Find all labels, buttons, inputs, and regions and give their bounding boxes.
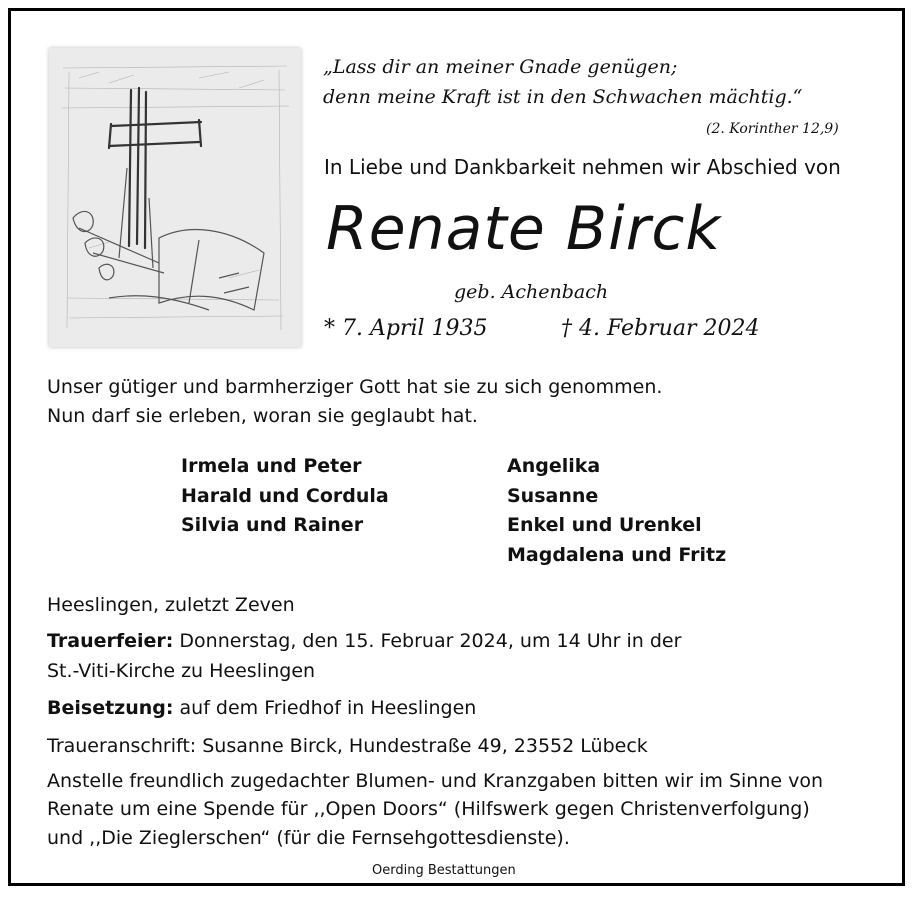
burial-line	[47, 697, 476, 719]
place: Heeslingen, zuletzt Zeven	[47, 594, 295, 616]
donation-line-2: Renate um eine Spende für ,,Open Doors“ (Hilfswerk gegen Christenverfolgung)	[47, 798, 810, 820]
funeral-home: Oerding Bestattungen	[372, 863, 516, 878]
donation-line-3: und ,,Die Zieglerschen“ (für die Fernsehgottesdienste).	[47, 827, 570, 849]
birth-name: geb. Achenbach	[454, 281, 609, 303]
mourner-left-2: Harald und Cordula	[181, 485, 389, 507]
message-line-1: Unser gütiger und barmherziger Gott hat sie zu sich genommen.	[47, 376, 663, 398]
death-date: † 4. Februar 2024	[561, 316, 760, 341]
service-label: Trauerfeier:	[47, 630, 174, 652]
bible-quote-line-1: „Lass dir an meiner Gnade genügen;	[323, 56, 678, 78]
message-line-2: Nun darf sie erleben, woran sie geglaubt hat.	[47, 405, 478, 427]
donation-line-1: Anstelle freundlich zugedachter Blumen- und Kranzgaben bitten wir im Sinne von	[47, 770, 824, 792]
service-text: Donnerstag, den 15. Februar 2024, um 14 Uhr in der	[179, 630, 682, 652]
mourner-right-1: Angelika	[507, 455, 601, 477]
bible-quote-line-2: denn meine Kraft ist in den Schwachen mächtig.“	[323, 86, 803, 108]
mourner-right-3: Enkel und Urenkel	[507, 514, 702, 536]
cross-drawing-image	[49, 48, 301, 347]
service-line-2: St.-Viti-Kirche zu Heeslingen	[47, 660, 316, 682]
birth-date: * 7. April 1935	[324, 316, 488, 341]
mourning-address: Traueranschrift: Susanne Birck, Hundestraße 49, 23552 Lübeck	[47, 735, 648, 757]
mourner-right-2: Susanne	[507, 485, 599, 507]
farewell-intro: In Liebe und Dankbarkeit nehmen wir Abschied von	[324, 155, 841, 179]
mourner-left-1: Irmela und Peter	[181, 455, 362, 477]
cross-sketch-icon	[49, 48, 301, 347]
bible-reference: (2. Korinther 12,9)	[706, 121, 839, 137]
burial-label: Beisetzung:	[47, 697, 174, 719]
mourner-left-3: Silvia und Rainer	[181, 514, 364, 536]
service-line-1	[47, 630, 681, 652]
mourner-right-4: Magdalena und Fritz	[507, 544, 727, 566]
burial-text: auf dem Friedhof in Heeslingen	[179, 697, 477, 719]
deceased-name: Renate Birck	[326, 194, 722, 264]
